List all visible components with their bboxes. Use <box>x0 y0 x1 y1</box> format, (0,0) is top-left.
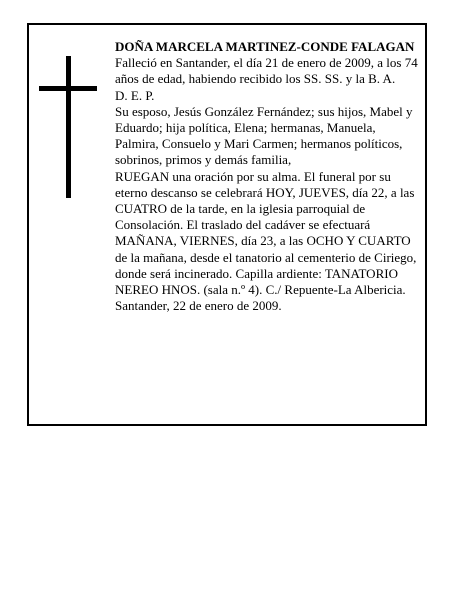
obituary-notice <box>27 23 427 426</box>
family-list: Su esposo, Jesús González Fernández; sus hijos, Mabel y Eduardo; hija política, Elena; hermanas, Manuela, Palmira, Consuelo y Mari Carmen; hermanos políticos, sobrinos, primos y demás familia, <box>115 103 413 168</box>
funeral-details: RUEGAN una oración por su alma. El funeral por su eterno descanso se celebrará HOY, JUEVES, día 22, a las CUATRO de la tarde, en la iglesia parroquial de Consolación. El traslado del cadáver se efectuará MAÑANA, VIERNES, día 23, a las OCHO Y CUARTO de la mañana, desde el tanatorio al cementerio de Ciriego, donde será incinerado. Capilla ardiente: TANATORIO NEREO HNOS. (sala n.º 4). C./ Repuente-La Albericia. <box>115 168 417 298</box>
death-details: Falleció en Santander, el día 21 de enero de 2009, a los 74 años de edad, habiendo recibido los SS. SS. y la B. A. <box>115 55 418 87</box>
place-date: Santander, 22 de enero de 2009. <box>115 298 282 314</box>
obituary-text <box>115 39 421 314</box>
cross-vertical-bar <box>66 56 71 198</box>
deceased-name: DOÑA MARCELA MARTINEZ-CONDE FALAGAN <box>115 39 415 54</box>
cross-horizontal-bar <box>39 86 97 91</box>
rip-line: D. E. P. <box>115 87 155 103</box>
